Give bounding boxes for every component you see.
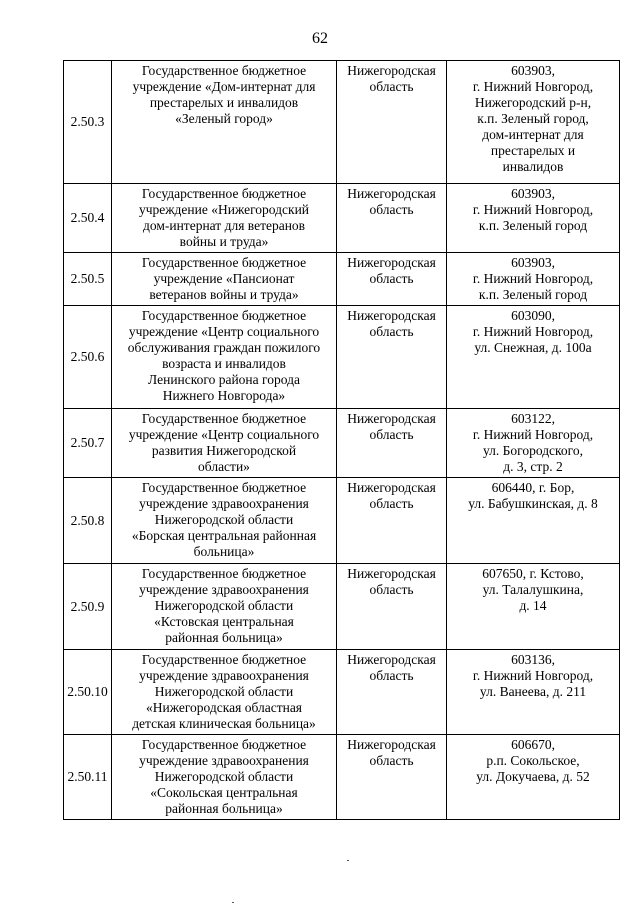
table-row [64, 735, 620, 820]
region-line: область [369, 271, 414, 286]
region-cell [337, 735, 447, 820]
address-line: 606670, [511, 737, 555, 752]
institution-name-line: учреждение здравоохранения [139, 668, 309, 683]
institution-name-cell [112, 478, 337, 564]
region-cell [337, 478, 447, 564]
region-cell [337, 650, 447, 735]
institution-name-line: Государственное бюджетное [141, 255, 307, 270]
address-line: к.п. Зеленый город, [477, 111, 589, 126]
address-cell [447, 409, 620, 478]
institution-name-line: Государственное бюджетное [141, 652, 307, 667]
institution-name-line: «Сокольская центральная [150, 785, 298, 800]
address-cell [447, 564, 620, 650]
institution-name-line: обслуживания граждан пожилого [127, 340, 321, 355]
institution-name-line: Государственное бюджетное [141, 566, 307, 581]
institution-name-line: Государственное бюджетное [141, 186, 307, 201]
table-row [64, 253, 620, 306]
row-number: 2.50.6 [64, 306, 112, 409]
address-cell [447, 650, 620, 735]
region-line: область [369, 668, 414, 683]
address-line: 603090, [511, 308, 555, 323]
address-line: 603136, [511, 652, 555, 667]
row-number: 2.50.3 [64, 61, 112, 184]
address-line: к.п. Зеленый город [478, 287, 588, 302]
institution-name-cell [112, 735, 337, 820]
address-line: ул. Снежная, д. 100а [474, 340, 592, 355]
page-number: 62 [312, 30, 328, 47]
institution-name-line: Государственное бюджетное [141, 411, 307, 426]
row-number: 2.50.10 [64, 650, 112, 735]
region-line: Нижегородская [347, 63, 436, 78]
address-line: престарелых и [490, 143, 576, 158]
institution-name-line: войны и труда» [179, 234, 269, 249]
institution-name-line: учреждение здравоохранения [139, 496, 309, 511]
row-number: 2.50.9 [64, 564, 112, 650]
address-line: 603122, [511, 411, 555, 426]
region-line: Нижегородская [347, 652, 436, 667]
institution-name-line: Нижегородской области [154, 598, 294, 613]
table-row [64, 650, 620, 735]
row-number: 2.50.4 [64, 184, 112, 253]
address-line: 603903, [511, 63, 555, 78]
institution-name-line: «Нижегородская областная [145, 700, 303, 715]
region-line: область [369, 79, 414, 94]
institution-name-cell [112, 253, 337, 306]
address-line: г. Нижний Новгород, [472, 427, 594, 442]
row-number: 2.50.11 [64, 735, 112, 820]
address-line: 603903, [511, 186, 555, 201]
table-row [64, 409, 620, 478]
region-cell [337, 253, 447, 306]
region-line: Нижегородская [347, 737, 436, 752]
address-line: Нижегородский р-н, [474, 95, 592, 110]
institution-name-line: районная больница» [165, 801, 283, 816]
institution-name-line: «Борская центральная районная [131, 528, 317, 543]
address-line: г. Нижний Новгород, [472, 271, 594, 286]
region-line: Нижегородская [347, 186, 436, 201]
row-number: 2.50.7 [64, 409, 112, 478]
institution-name-line: районная больница» [165, 630, 283, 645]
address-line: ул. Богородского, [482, 443, 584, 458]
address-cell [447, 735, 620, 820]
institution-name-cell [112, 564, 337, 650]
address-cell [447, 253, 620, 306]
institution-name-line: учреждение «Центр социального [128, 324, 320, 339]
scan-speck [232, 902, 234, 903]
table-row [64, 184, 620, 253]
address-line: г. Нижний Новгород, [472, 79, 594, 94]
institution-name-line: области» [198, 459, 250, 474]
address-line: г. Нижний Новгород, [472, 668, 594, 683]
address-line: г. Нижний Новгород, [472, 202, 594, 217]
institution-name-line: Нижегородской области [154, 769, 294, 784]
institution-name-line: ветеранов войны и труда» [149, 287, 299, 302]
region-cell [337, 409, 447, 478]
table-row [64, 61, 620, 184]
region-line: область [369, 496, 414, 511]
region-line: Нижегородская [347, 480, 436, 495]
row-number: 2.50.8 [64, 478, 112, 564]
address-line: к.п. Зеленый город [478, 218, 588, 233]
address-line: 607650, г. Кстово, [482, 566, 584, 581]
institution-name-line: больница» [193, 544, 255, 559]
institution-name-line: учреждение «Нижегородский [138, 202, 310, 217]
address-line: р.п. Сокольское, [486, 753, 580, 768]
table-row [64, 564, 620, 650]
region-cell [337, 61, 447, 184]
institutions-table [63, 60, 620, 820]
scan-speck [347, 860, 349, 861]
address-line: ул. Талалушкина, [482, 582, 584, 597]
address-line: инвалидов [502, 159, 564, 174]
row-number: 2.50.5 [64, 253, 112, 306]
institution-name-line: Ленинского района города [148, 372, 300, 387]
address-cell [447, 306, 620, 409]
address-line: ул. Бабушкинская, д. 8 [468, 496, 598, 511]
address-cell [447, 61, 620, 184]
table-row [64, 478, 620, 564]
institution-name-line: Нижегородской области [154, 684, 294, 699]
institution-name-line: детская клиническая больница» [132, 716, 316, 731]
region-line: Нижегородская [347, 566, 436, 581]
institution-name-line: Государственное бюджетное [141, 737, 307, 752]
institution-name-line: учреждение «Пансионат [153, 271, 295, 286]
institution-name-line: Государственное бюджетное [141, 308, 307, 323]
institution-name-line: возраста и инвалидов [162, 356, 286, 371]
region-line: область [369, 324, 414, 339]
institution-name-line: Нижнего Новгорода» [162, 388, 286, 403]
address-cell [447, 184, 620, 253]
institution-name-cell [112, 306, 337, 409]
institution-name-line: учреждение «Дом-интернат для [132, 79, 316, 94]
institution-name-line: Государственное бюджетное [141, 480, 307, 495]
region-cell [337, 306, 447, 409]
institution-name-line: дом-интернат для ветеранов [142, 218, 306, 233]
institution-name-line: «Кстовская центральная [154, 614, 294, 629]
address-line: д. 3, стр. 2 [503, 459, 563, 474]
address-line: ул. Докучаева, д. 52 [476, 769, 590, 784]
institution-name-line: учреждение «Центр социального [128, 427, 320, 442]
address-line: дом-интернат для [482, 127, 584, 142]
region-line: область [369, 202, 414, 217]
institution-name-line: престарелых и инвалидов [149, 95, 299, 110]
region-line: область [369, 582, 414, 597]
institution-name-line: Государственное бюджетное [141, 63, 307, 78]
institution-name-cell [112, 184, 337, 253]
address-line: ул. Ванеева, д. 211 [479, 684, 587, 699]
region-line: Нижегородская [347, 411, 436, 426]
region-cell [337, 564, 447, 650]
institution-name-cell [112, 409, 337, 478]
region-cell [337, 184, 447, 253]
institution-name-line: Нижегородской области [154, 512, 294, 527]
address-line: г. Нижний Новгород, [472, 324, 594, 339]
region-line: Нижегородская [347, 255, 436, 270]
address-line: 603903, [511, 255, 555, 270]
region-line: область [369, 427, 414, 442]
institution-name-cell [112, 61, 337, 184]
institution-name-line: учреждение здравоохранения [139, 753, 309, 768]
institution-name-line: «Зеленый город» [175, 111, 273, 126]
region-line: Нижегородская [347, 308, 436, 323]
institution-name-cell [112, 650, 337, 735]
institution-name-line: развития Нижегородской [151, 443, 297, 458]
address-line: д. 14 [519, 598, 547, 613]
address-cell [447, 478, 620, 564]
institution-name-line: учреждение здравоохранения [139, 582, 309, 597]
region-line: область [369, 753, 414, 768]
table-row [64, 306, 620, 409]
address-line: 606440, г. Бор, [491, 480, 575, 495]
